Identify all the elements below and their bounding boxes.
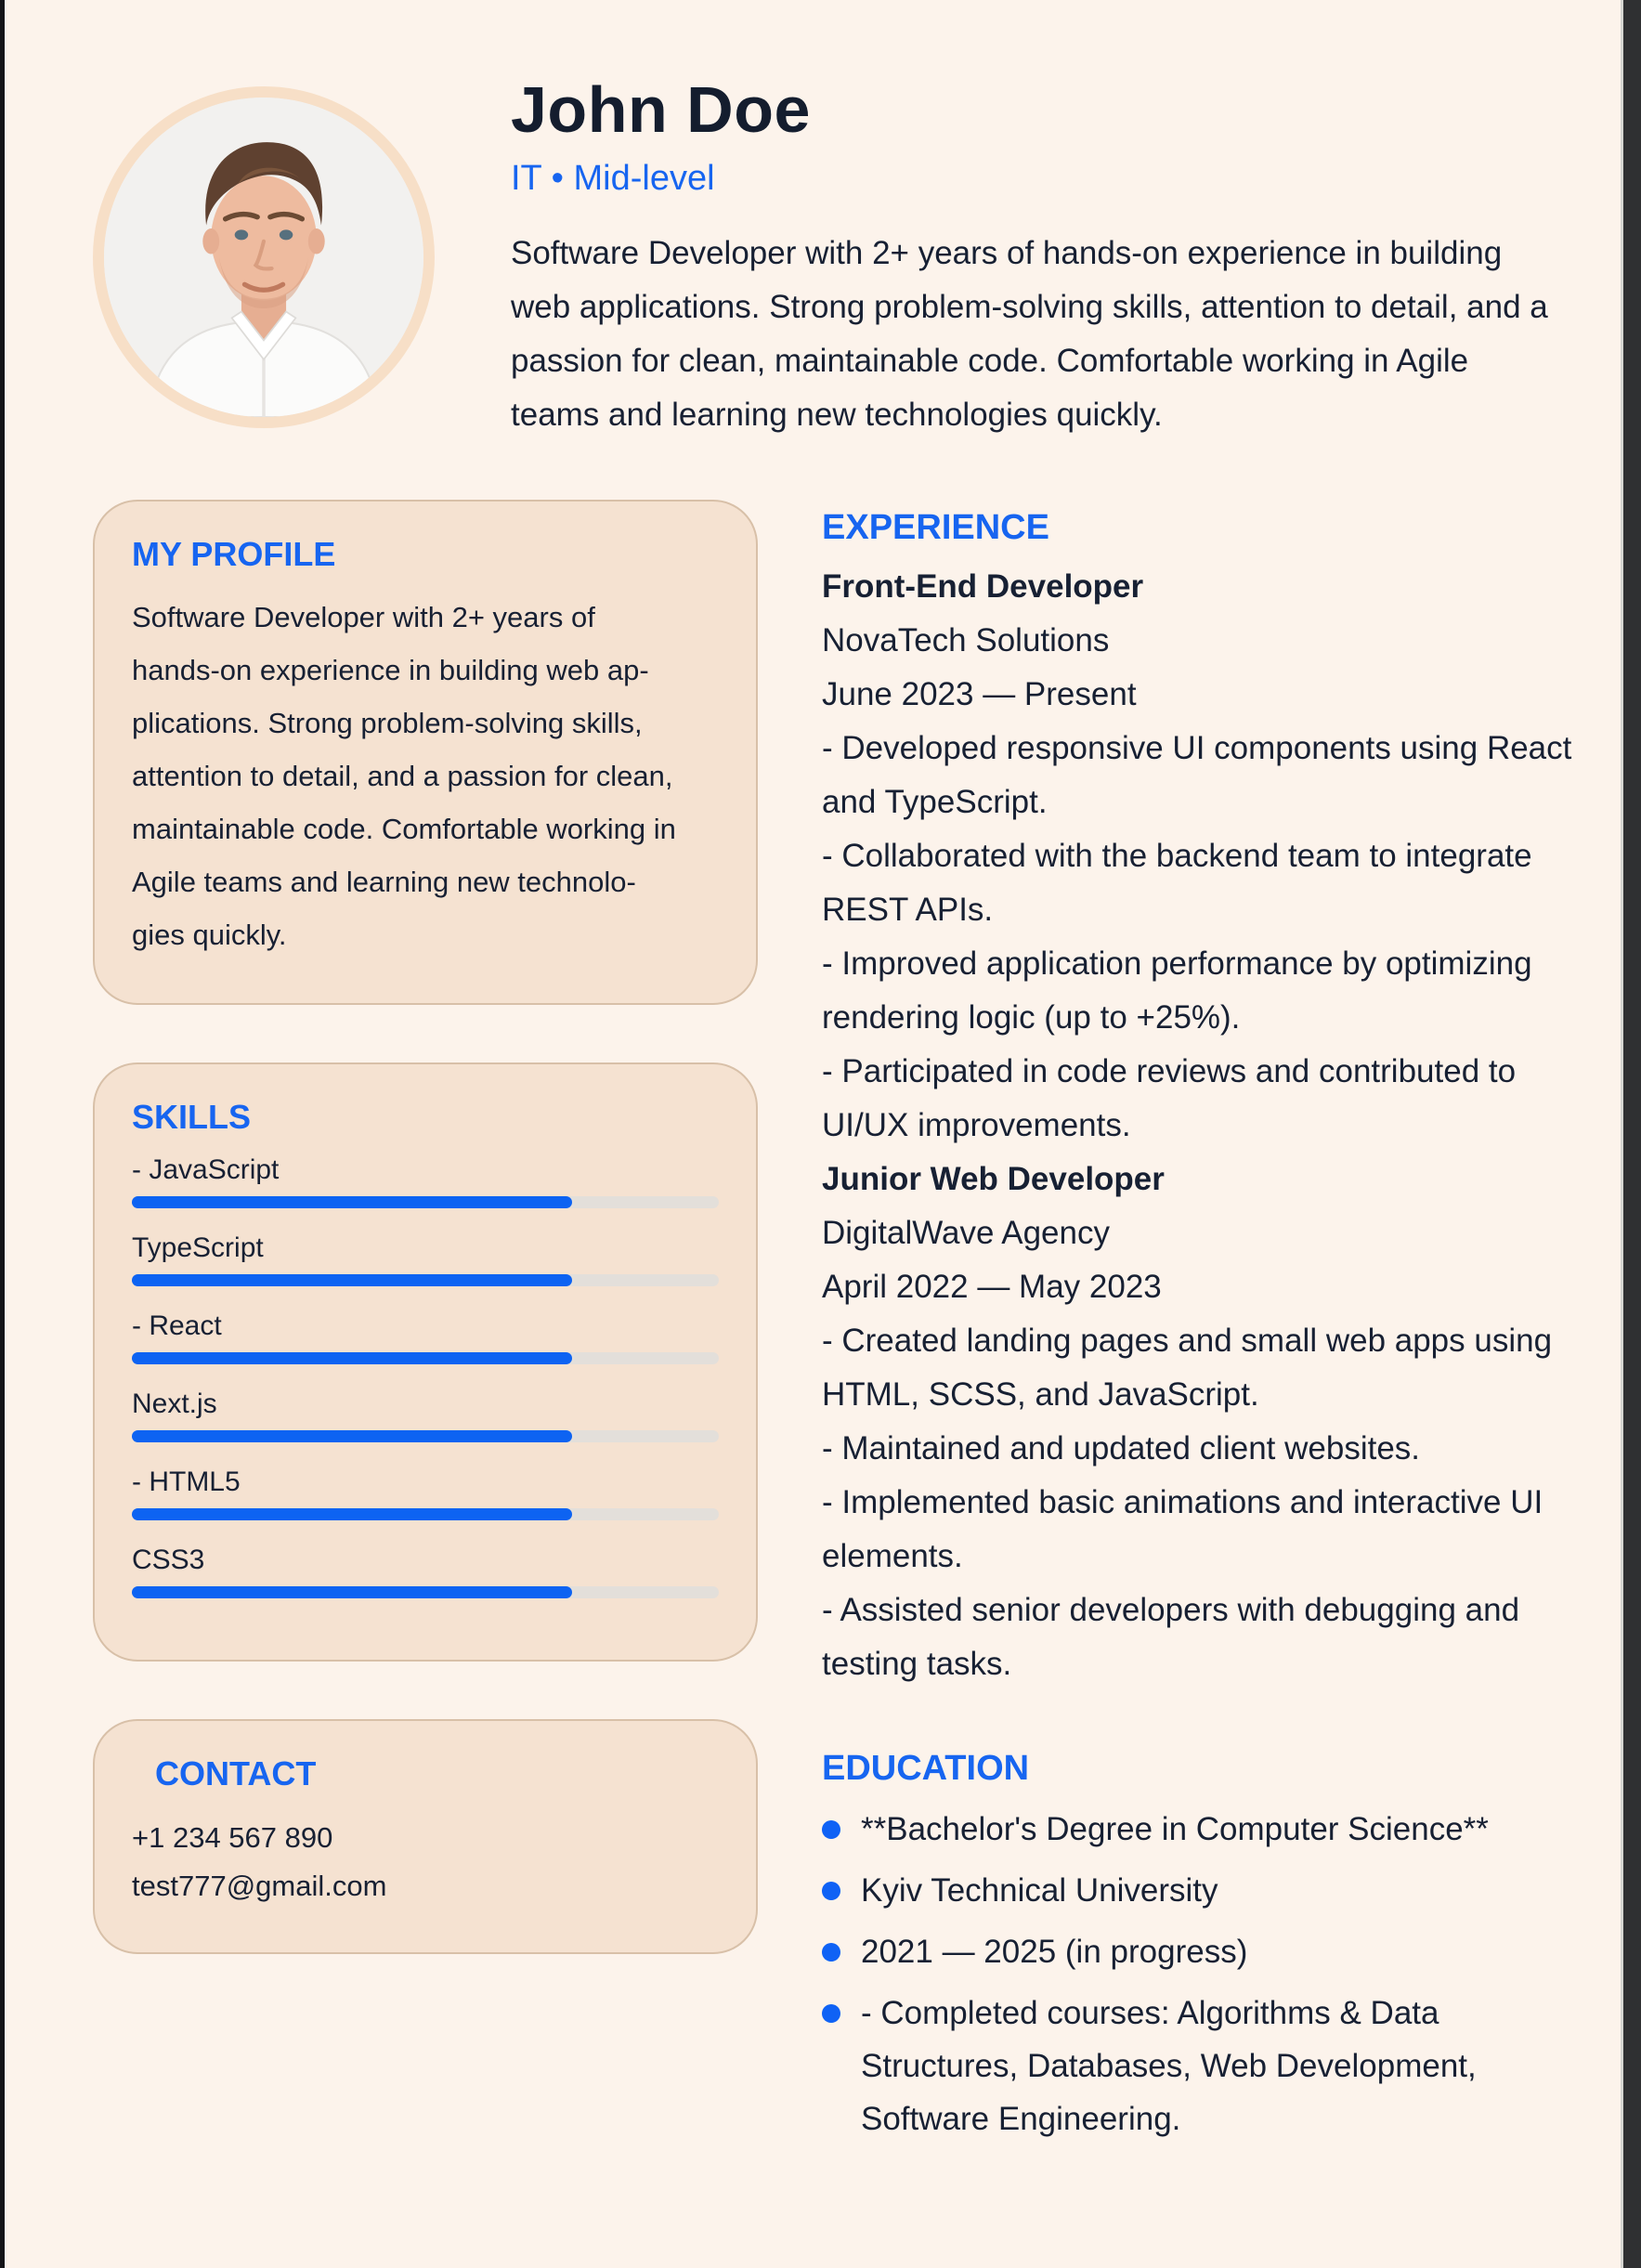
job-block	[822, 560, 1593, 1153]
skill-label: CSS3	[132, 1545, 205, 1575]
contact-card-title: CONTACT	[155, 1754, 317, 1792]
job-bullet: - Collaborated with the backend team to integrate REST APIs.	[822, 838, 1532, 928]
skill-progress-track	[132, 1508, 719, 1520]
bullet-dot-icon	[822, 1882, 840, 1900]
profile-card-line: hands-on experience in building web ap-	[132, 654, 649, 686]
experience-section-title: EXPERIENCE	[822, 508, 1049, 547]
skill-item	[132, 1384, 719, 1442]
bullet-dot-icon	[822, 1943, 840, 1962]
skills-card	[93, 1062, 758, 1662]
role-subtitle: IT • Mid-level	[511, 159, 715, 198]
skill-label: TypeScript	[132, 1232, 264, 1263]
education-list	[822, 1803, 1593, 2145]
skill-item	[132, 1150, 719, 1208]
job-bullet: - Assisted senior developers with debugging and testing tasks.	[822, 1592, 1520, 1682]
skill-progress-track	[132, 1352, 719, 1364]
profile-card	[93, 500, 758, 1005]
skills-list	[132, 1150, 719, 1598]
job-title: Front-End Developer	[822, 568, 1144, 605]
job-title: Junior Web Developer	[822, 1161, 1165, 1197]
education-item-text: 2021 — 2025 (in progress)	[861, 1934, 1248, 1970]
profile-card-line: maintainable code. Comfortable working in	[132, 813, 676, 845]
bullet-dot-icon	[822, 2004, 840, 2023]
profile-card-line: gies quickly.	[132, 919, 287, 951]
job-company: NovaTech Solutions	[822, 622, 1110, 658]
profile-card-line: plications. Strong problem-solving skills,	[132, 707, 643, 739]
right-column	[822, 506, 1593, 2154]
job-period: April 2022 — May 2023	[822, 1269, 1162, 1305]
profile-photo	[93, 86, 435, 428]
profile-card-title: MY PROFILE	[132, 535, 336, 573]
skill-progress-track	[132, 1586, 719, 1598]
education-item	[822, 1925, 1593, 1978]
window-right-edge	[1621, 0, 1641, 2268]
contact-email: test777@gmail.com	[132, 1870, 387, 1902]
page-left-edge-line	[0, 0, 5, 2268]
education-item-text: Kyiv Technical University	[861, 1872, 1218, 1909]
experience-jobs	[822, 560, 1593, 1691]
header-summary: Software Developer with 2+ years of hands-on experience in building web applications. Strong problem-solving skills, attention to detail, and a passion for clean, maintainable code. Comfortable working in Agile teams and learning new technologies quickly.	[511, 235, 1548, 433]
education-item	[822, 1803, 1593, 1856]
skill-item	[132, 1540, 719, 1598]
job-bullet: - Maintained and updated client websites.	[822, 1430, 1421, 1466]
profile-card-line: attention to detail, and a passion for clean,	[132, 760, 673, 792]
profile-card-line: Software Developer with 2+ years of	[132, 601, 595, 633]
bullet-dot-icon	[822, 1820, 840, 1839]
education-section-title: EDUCATION	[822, 1749, 1030, 1788]
job-company: DigitalWave Agency	[822, 1215, 1110, 1251]
education-item	[822, 1987, 1593, 2145]
skill-progress-track	[132, 1430, 719, 1442]
job-bullet: - Participated in code reviews and contributed to UI/UX improvements.	[822, 1053, 1517, 1143]
skill-label: - React	[132, 1310, 222, 1341]
education-item	[822, 1864, 1593, 1917]
skill-progress-fill	[132, 1430, 572, 1442]
person-avatar-illustration	[104, 98, 423, 417]
skill-progress-fill	[132, 1508, 572, 1520]
skill-progress-fill	[132, 1586, 572, 1598]
job-bullet: - Implemented basic animations and interactive UI elements.	[822, 1484, 1543, 1574]
left-column	[93, 500, 758, 2012]
job-bullet: - Created landing pages and small web apps using HTML, SCSS, and JavaScript.	[822, 1323, 1553, 1413]
skill-item	[132, 1462, 719, 1520]
skill-progress-fill	[132, 1196, 572, 1208]
profile-card-text	[132, 591, 719, 961]
skill-label: - HTML5	[132, 1466, 241, 1497]
job-bullet: - Improved application performance by optimizing rendering logic (up to +25%).	[822, 945, 1532, 1036]
education-item-text: - Completed courses: Algorithms & Data Structures, Databases, Web Development, Software Engineering.	[861, 1995, 1477, 2137]
skill-progress-track	[132, 1196, 719, 1208]
page-title-name: John Doe	[511, 73, 811, 146]
skill-progress-fill	[132, 1352, 572, 1364]
skill-item	[132, 1228, 719, 1286]
contact-phone: +1 234 567 890	[132, 1821, 333, 1854]
education-item-text: **Bachelor's Degree in Computer Science**	[861, 1811, 1489, 1847]
profile-card-line: Agile teams and learning new technolo-	[132, 866, 636, 898]
experience-section	[822, 506, 1593, 1691]
education-section	[822, 1747, 1593, 2145]
skill-label: Next.js	[132, 1388, 217, 1419]
skill-label: - JavaScript	[132, 1154, 280, 1185]
contact-card	[93, 1719, 758, 1954]
skill-item	[132, 1306, 719, 1364]
job-bullet: - Developed responsive UI components using React and TypeScript.	[822, 730, 1572, 820]
skills-card-title: SKILLS	[132, 1098, 252, 1136]
job-block	[822, 1153, 1593, 1691]
skill-progress-track	[132, 1274, 719, 1286]
skill-progress-fill	[132, 1274, 572, 1286]
job-period: June 2023 — Present	[822, 676, 1137, 712]
